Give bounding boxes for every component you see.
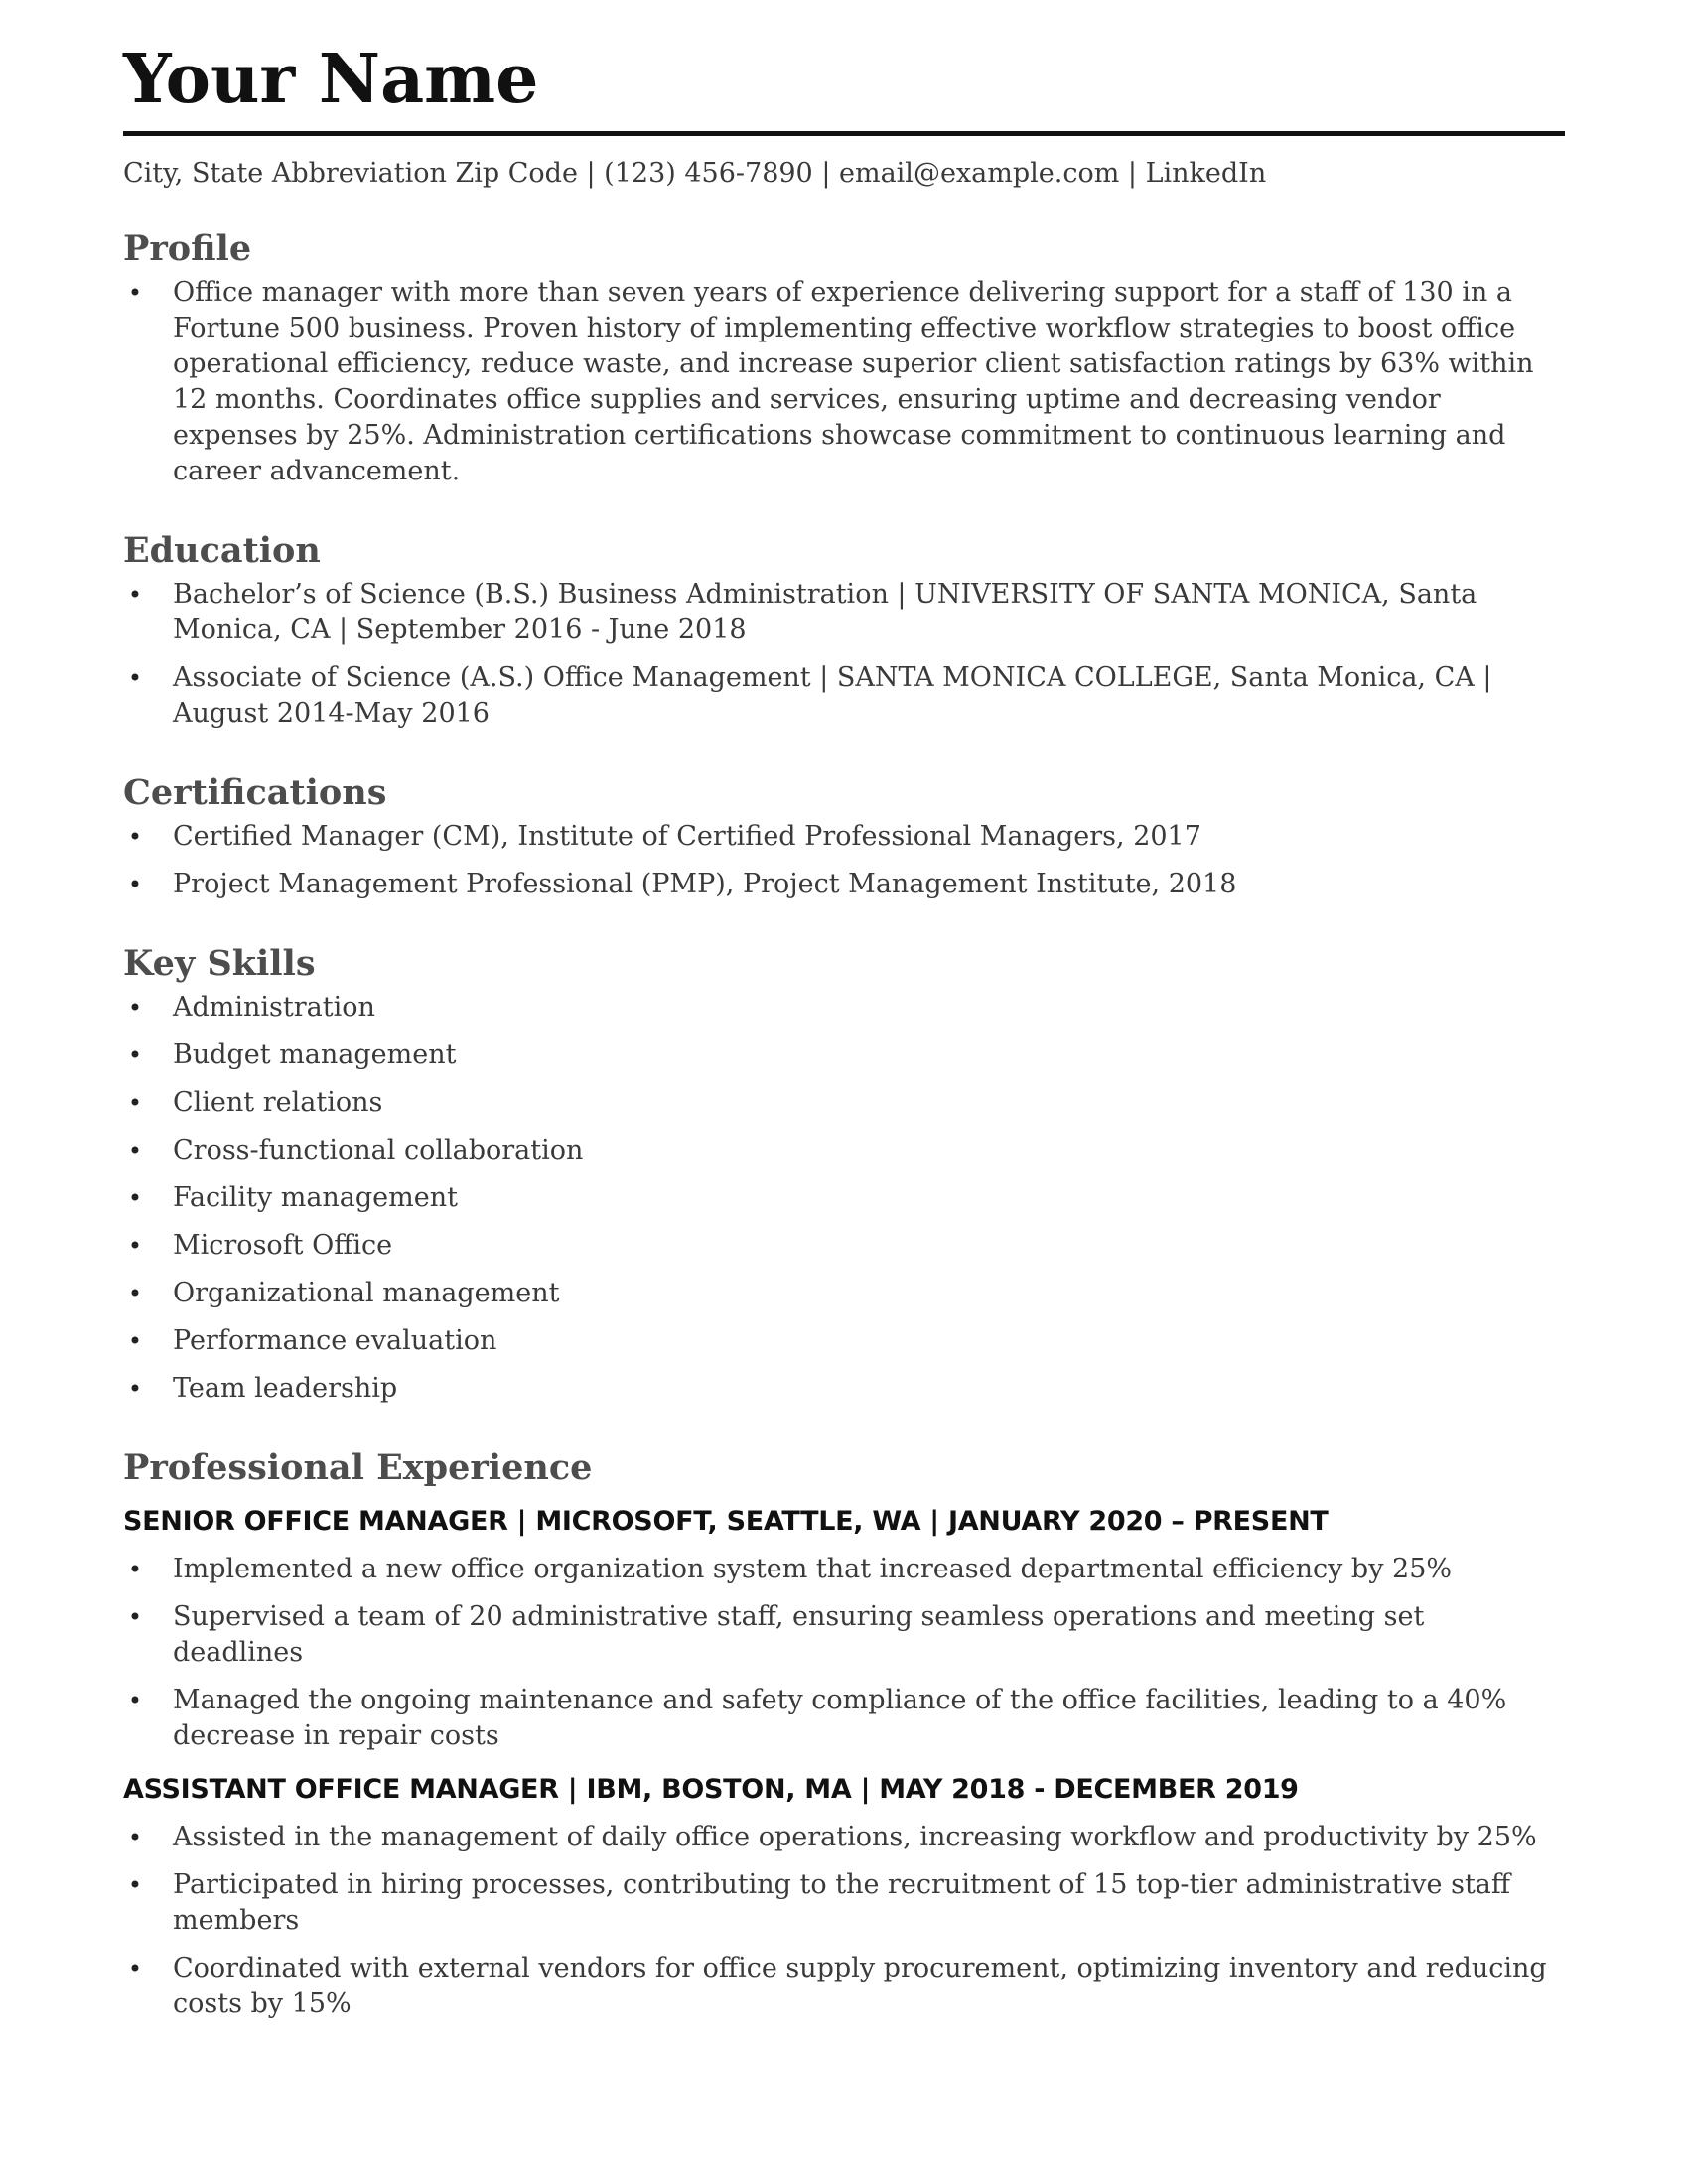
bullet-icon: • bbox=[127, 1556, 143, 1583]
skill-entry: Team leadership bbox=[173, 1373, 398, 1404]
list-item bbox=[123, 1276, 1563, 1311]
list-item bbox=[123, 1867, 1563, 1939]
list-item bbox=[123, 1323, 1563, 1359]
skills-section bbox=[123, 942, 1563, 1407]
job-heading: SENIOR OFFICE MANAGER | MICROSOFT, SEATTLE, WA | JANUARY 2020 – PRESENT bbox=[123, 1506, 1329, 1537]
certifications-section bbox=[123, 771, 1563, 902]
bullet-icon: • bbox=[127, 1089, 143, 1117]
bullet-icon: • bbox=[127, 1603, 143, 1631]
list-item bbox=[123, 1085, 1563, 1121]
header-divider bbox=[123, 131, 1565, 136]
contact-line: City, State Abbreviation Zip Code | (123) 456-7890 | email@example.com | LinkedIn bbox=[123, 158, 1267, 189]
certification-entry: Certified Manager (CM), Institute of Certified Professional Managers, 2017 bbox=[173, 821, 1201, 852]
skill-entry: Performance evaluation bbox=[173, 1325, 497, 1356]
section-title-education: Education bbox=[123, 530, 321, 571]
list-item bbox=[123, 1552, 1563, 1587]
list-item bbox=[123, 1371, 1563, 1407]
list-item bbox=[123, 1820, 1563, 1855]
section-title-experience: Professional Experience bbox=[123, 1447, 593, 1488]
education-section bbox=[123, 529, 1563, 732]
bullet-icon: • bbox=[127, 1232, 143, 1260]
bullet-icon: • bbox=[127, 1280, 143, 1307]
certifications-list bbox=[123, 819, 1563, 902]
list-item bbox=[123, 1037, 1563, 1073]
list-item bbox=[123, 577, 1563, 648]
job-bullet-text: Managed the ongoing maintenance and safety compliance of the office facilities, leading to a 40% decrease in repair costs bbox=[173, 1685, 1507, 1751]
bullet-icon: • bbox=[127, 581, 143, 609]
bullet-icon: • bbox=[127, 1041, 143, 1069]
list-item bbox=[123, 1228, 1563, 1264]
bullet-icon: • bbox=[127, 1824, 143, 1851]
job-bullets bbox=[123, 1552, 1563, 1754]
skill-entry: Budget management bbox=[173, 1039, 457, 1070]
bullet-icon: • bbox=[127, 1137, 143, 1164]
education-list bbox=[123, 577, 1563, 732]
list-item bbox=[123, 1133, 1563, 1168]
bullet-icon: • bbox=[127, 823, 143, 851]
skill-entry: Cross-functional collaboration bbox=[173, 1135, 584, 1165]
bullet-icon: • bbox=[127, 1871, 143, 1899]
bullet-icon: • bbox=[127, 279, 143, 307]
skills-list bbox=[123, 990, 1563, 1407]
experience-section bbox=[123, 1446, 1563, 2022]
list-item bbox=[123, 1599, 1563, 1671]
bullet-icon: • bbox=[127, 1687, 143, 1714]
skill-entry: Facility management bbox=[173, 1182, 458, 1213]
profile-text: Office manager with more than seven years of experience delivering support for a staff of 130 in a Fortune 500 business. Proven history of implementing effective workflow strategies to boost office operational efficiency, reduce waste, and increase superior client satisfaction ratings by 63% within 12 months. Coordinates office supplies and services, ensuring uptime and decreasing vendor expenses by 25%. Administration certifications showcase commitment to continuous learning and career advancement. bbox=[173, 277, 1534, 486]
section-title-skills: Key Skills bbox=[123, 943, 316, 984]
job-bullet-text: Implemented a new office organization system that increased departmental efficiency by 25% bbox=[173, 1554, 1453, 1584]
list-item bbox=[123, 819, 1563, 855]
education-entry: Associate of Science (A.S.) Office Management | SANTA MONICA COLLEGE, Santa Monica, CA | August 2014-May 2016 bbox=[173, 662, 1492, 729]
list-item bbox=[123, 1951, 1563, 2022]
profile-list bbox=[123, 275, 1563, 489]
bullet-icon: • bbox=[127, 1184, 143, 1212]
skill-entry: Client relations bbox=[173, 1087, 383, 1118]
job-bullet-text: Supervised a team of 20 administrative staff, ensuring seamless operations and meeting set deadlines bbox=[173, 1601, 1425, 1668]
bullet-icon: • bbox=[127, 1375, 143, 1403]
list-item bbox=[123, 990, 1563, 1025]
list-item bbox=[123, 660, 1563, 732]
section-title-profile: Profile bbox=[123, 228, 252, 269]
job-bullets bbox=[123, 1820, 1563, 2022]
skill-entry: Microsoft Office bbox=[173, 1230, 393, 1261]
education-entry: Bachelor’s of Science (B.S.) Business Administration | UNIVERSITY OF SANTA MONICA, Santa Monica, CA | September 2016 - June 2018 bbox=[173, 579, 1477, 645]
job-heading: ASSISTANT OFFICE MANAGER | IBM, BOSTON, MA | MAY 2018 - DECEMBER 2019 bbox=[123, 1774, 1299, 1805]
bullet-icon: • bbox=[127, 871, 143, 898]
resume-page bbox=[123, 40, 1563, 2022]
section-title-certifications: Certifications bbox=[123, 772, 387, 813]
list-item bbox=[123, 1180, 1563, 1216]
list-item bbox=[123, 867, 1563, 902]
certification-entry: Project Management Professional (PMP), Project Management Institute, 2018 bbox=[173, 869, 1237, 899]
job-bullet-text: Coordinated with external vendors for office supply procurement, optimizing inventory and reducing costs by 15% bbox=[173, 1953, 1547, 2019]
job-bullet-text: Assisted in the management of daily office operations, increasing workflow and productivity by 25% bbox=[173, 1822, 1537, 1852]
skill-entry: Administration bbox=[173, 992, 375, 1023]
candidate-name: Your Name bbox=[123, 40, 539, 119]
bullet-icon: • bbox=[127, 994, 143, 1022]
skill-entry: Organizational management bbox=[173, 1278, 560, 1308]
bullet-icon: • bbox=[127, 1955, 143, 1982]
list-item bbox=[123, 1683, 1563, 1754]
bullet-icon: • bbox=[127, 664, 143, 692]
profile-section bbox=[123, 227, 1563, 489]
bullet-icon: • bbox=[127, 1327, 143, 1355]
job-bullet-text: Participated in hiring processes, contributing to the recruitment of 15 top-tier administrative staff members bbox=[173, 1869, 1511, 1936]
list-item bbox=[123, 275, 1563, 489]
